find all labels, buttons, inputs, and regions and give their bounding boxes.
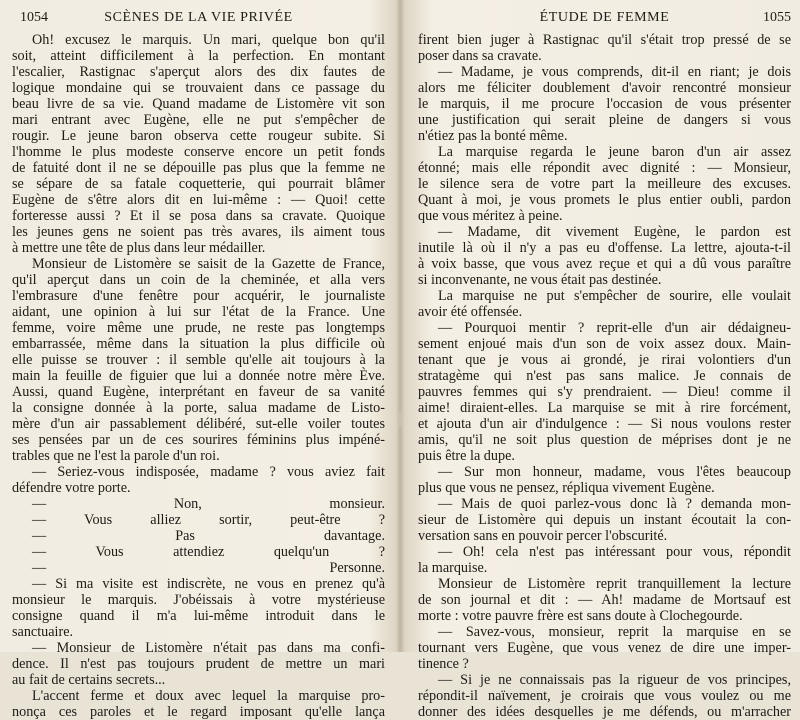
text-line: La marquise regarda le jeune baron d'un air assez	[438, 144, 791, 160]
text-line: — Si je ne connaissais pas la rigueur de vos principes,	[438, 672, 791, 688]
text-line: — Madame, je vous comprends, dit-il en riant; je dois	[438, 64, 791, 80]
text-line: sieur de Listomère qui depuis un instant écoutait la con-	[418, 512, 791, 528]
text-line: de fatuité dont il ne se dépouille pas plus que la femme ne	[12, 160, 385, 176]
text-line: monsieur le marquis. J'obéissais à votre mystérieuse	[12, 592, 385, 608]
text-line: l'embrasure d'une fenêtre pour acquérir, le journaliste	[12, 288, 385, 304]
text-line: qu'il aperçut dans un coin de la cheminée, et alla vers	[12, 272, 385, 288]
text-line: de son journal et dit : — Ah! madame de Mortsauf est	[418, 592, 791, 608]
text-line: dence. Il n'est pas toujours prudent de mettre un mari	[12, 656, 385, 672]
text-line: consigne quand il m'a lui-même introduit dans le	[12, 608, 385, 624]
text-line: L'accent ferme et doux avec lequel la marquise pro-	[32, 688, 385, 704]
text-line: rougir. Le jeune baron observa cette rougeur subite. Si	[12, 128, 385, 144]
text-line: le marquis, il me procure l'occasion de vous présenter	[418, 96, 791, 112]
text-line: l'homme le plus modeste conserve encore un petit fonds	[12, 144, 385, 160]
text-line: — Vous alliez sortir, peut-être ?	[32, 512, 385, 528]
text-line: défendre votre porte.	[12, 480, 131, 496]
text-line: à voix basse, que vous avez reçue et qui a dû vous paraître	[418, 256, 791, 272]
text-line: alors me féliciter doublement d'avoir rencontré monsieur	[418, 80, 791, 96]
left-running-head	[12, 10, 385, 30]
text-line: répondit-il naïvement, je croirais que vous voulez ou me	[418, 688, 791, 704]
text-line: La marquise ne put s'empêcher de sourire, elle voulait	[438, 288, 791, 304]
text-line: poser dans sa cravate.	[418, 48, 542, 64]
text-line: — Sur mon honneur, madame, vous l'êtes beaucoup	[438, 464, 791, 480]
text-line: la consigne donnée à la porte, salua madame de Listo-	[12, 400, 385, 416]
text-line: Monsieur de Listomère se saisit de la Gazette de France,	[32, 256, 385, 272]
text-line: une justification qui serait pleine de dangers si vous	[418, 112, 791, 128]
text-line: au fait de certains secrets...	[12, 672, 166, 688]
text-line: le silence sera de votre part la meilleure des excuses.	[418, 176, 791, 192]
text-line: — Vous attendiez quelqu'un ?	[32, 544, 385, 560]
text-line: mari entrant avec Eugène, elle ne put s'empêcher de	[12, 112, 385, 128]
text-line: Aussi, quand Eugène, interprétant en faveur de sa vanité	[12, 384, 385, 400]
text-line: morte : votre pauvre frère est sans doute à Clochegourde.	[418, 608, 743, 624]
text-line: donner des idées desquelles je me défends, ou m'arracher	[418, 704, 791, 720]
left-page	[12, 10, 385, 720]
text-line: forteresse aussi ? Et il se posa dans sa cravate. Quoique	[12, 208, 385, 224]
left-page-number: 1054	[20, 10, 48, 25]
text-line: mère d'un air passablement délibéré, sut-elle voiler toutes	[12, 416, 385, 432]
text-line: — Monsieur de Listomère n'était pas dans ma confi-	[32, 640, 385, 656]
text-line: trables que ne l'est la parole d'un roi.	[12, 448, 220, 464]
text-line: embarrassée, même dans la situation la plus difficile où	[12, 336, 385, 352]
text-line: aime! diraient-elles. La marquise se mit à rire forcément,	[418, 400, 791, 416]
text-line: que vous méritez à peine.	[418, 208, 563, 224]
text-line: Oh! excusez le marquis. Un mari, quelque bon qu'il	[32, 32, 385, 48]
right-page-number: 1055	[763, 10, 791, 25]
text-line: — Personne.	[32, 560, 385, 576]
text-line: Monsieur de Listomère reprit tranquillement la lecture	[438, 576, 791, 592]
text-line: l'escalier, Rastignac s'aperçut alors des dix fautes de	[12, 64, 385, 80]
text-line: étonné; mais elle répondit avec dignité : — Monsieur,	[418, 160, 791, 176]
text-line: stratagème qui n'est pas sans malice. Je connais de	[418, 368, 791, 384]
text-line: amis, qu'il ne soit plus question de méprises dont je ne	[418, 432, 791, 448]
right-header-title: ÉTUDE DE FEMME	[539, 10, 670, 25]
text-line: tinence ?	[418, 656, 469, 672]
text-line: aidant, une opinion à lui sur l'état de la France. Une	[12, 304, 385, 320]
text-line: tenant que je vous ai grondé, je rirai volontiers d'un	[418, 352, 791, 368]
text-line: beau livre de sa vie. Quand madame de Listomère vit son	[12, 96, 385, 112]
text-line: pauvres femmes qui s'y prendraient. — Dieu! comme il	[418, 384, 791, 400]
text-line: se sépare de sa fatale coquetterie, qui pourrait blâmer	[12, 176, 385, 192]
text-line: n'étiez pas la bonté même.	[418, 128, 568, 144]
text-line: soit, atteint difficilement à la perfection. En montant	[12, 48, 385, 64]
text-line: plus que vous ne pensez, répliqua vivement Eugène.	[418, 480, 715, 496]
text-line: avoir été offensée.	[418, 304, 523, 320]
left-header-title: SCÈNES DE LA VIE PRIVÉE	[104, 10, 293, 25]
text-line: Quant à moi, je vous promets le plus entier oubli, pardon	[418, 192, 791, 208]
text-line: ses pensées par un de ces sourires féminins plus impéné-	[12, 432, 385, 448]
text-line: — Madame, dit vivement Eugène, le pardon est	[438, 224, 791, 240]
text-line: — Si ma visite est indiscrète, ne vous en prenez qu'à	[32, 576, 385, 592]
left-page-text	[12, 30, 385, 720]
text-line: Eugène de s'être alors dit en lui-même : — Quoi! cette	[12, 192, 385, 208]
text-line: et ajouta d'un air d'indulgence : — Si nous voulons rester	[418, 416, 791, 432]
text-line: les jeunes gens ne soient pas très avares, ils aiment tous	[12, 224, 385, 240]
text-line: sement enjoué mais d'un son de voix assez doux. Main-	[418, 336, 791, 352]
text-line: nonça ces paroles et le regard imposant qu'elle lança	[12, 704, 385, 720]
right-page	[418, 10, 791, 720]
text-line: tournant vers Eugène, que vous venez de dire une imper-	[418, 640, 791, 656]
text-line: logique mondaine qui se trouvaient dans ce passage du	[12, 80, 385, 96]
text-line: — Pas davantage.	[32, 528, 385, 544]
text-line: — Mais de quoi parlez-vous donc là ? demanda mon-	[438, 496, 791, 512]
text-line: — Seriez-vous indisposée, madame ? vous aviez fait	[32, 464, 385, 480]
gutter-shadow	[397, 412, 403, 426]
text-line: — Savez-vous, monsieur, reprit la marquise en se	[438, 624, 791, 640]
text-line: la marquise.	[418, 560, 488, 576]
text-line: à mettre une tête de plus dans leur médailler.	[12, 240, 266, 256]
text-line: si inconvenante, ne vous était pas destinée.	[418, 272, 662, 288]
text-line: inutile là où il n'y a pas eu d'offense. La lettre, ajouta-t-il	[418, 240, 791, 256]
text-line: puis être la dupe.	[418, 448, 515, 464]
text-line: — Oh! cela n'est pas intéressant pour vous, répondit	[438, 544, 791, 560]
text-line: — Pourquoi mentir ? reprit-elle d'un air dédaigneu-	[438, 320, 791, 336]
text-line: versation sans en pouvoir percer l'obscurité.	[418, 528, 668, 544]
text-line: main la feuille de figuier que lui a donnée notre mère Ève.	[12, 368, 385, 384]
text-line: firent bien juger à Rastignac qu'il s'était trop pressé de se	[418, 32, 791, 48]
text-line: — Non, monsieur.	[32, 496, 385, 512]
right-page-text	[418, 30, 791, 720]
text-line: femme, voire même une prude, ne reste pas longtemps	[12, 320, 385, 336]
text-line: elle puisse se trouver : il semble qu'elle ait toujours à la	[12, 352, 385, 368]
right-running-head	[418, 10, 791, 30]
text-line: sanctuaire.	[12, 624, 74, 640]
